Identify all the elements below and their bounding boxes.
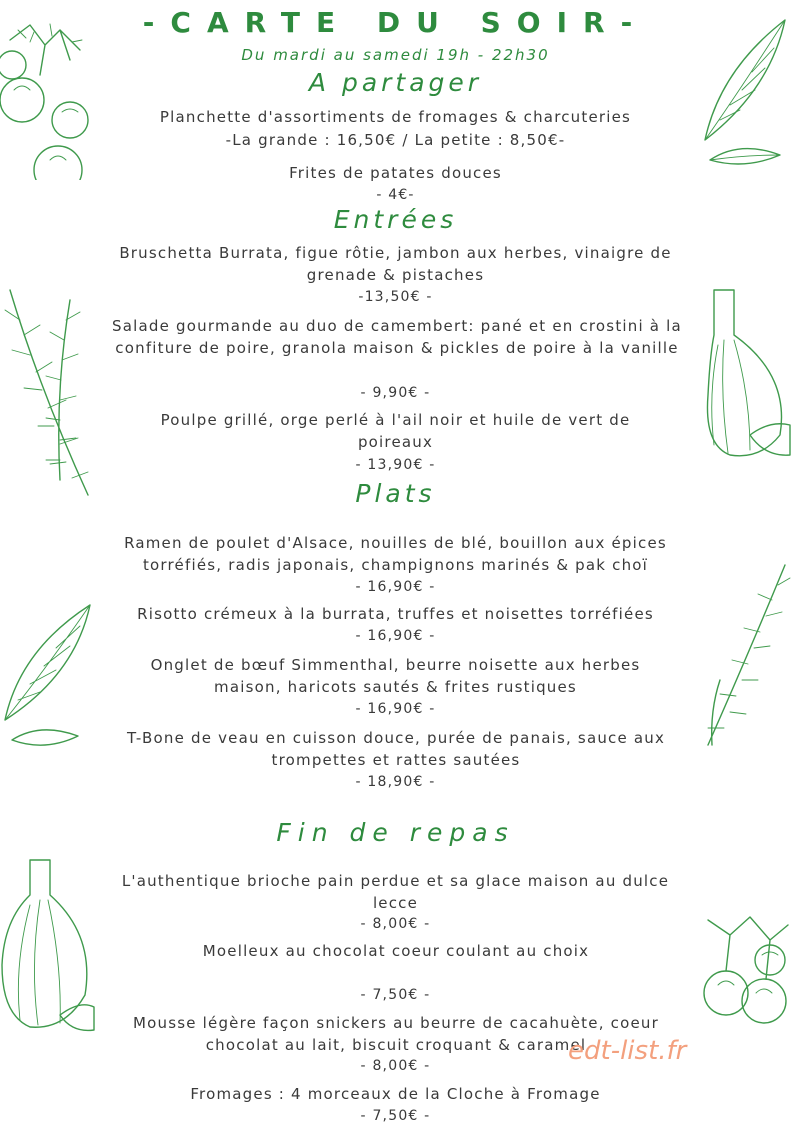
- menu-item-name: Poulpe grillé, orge perlé à l'ail noir et huile de vert de poireaux: [160, 411, 631, 451]
- menu-item-name: Planchette d'assortiments de fromages & charcuteries: [159, 108, 632, 126]
- garlic-icon: [700, 285, 791, 465]
- menu-item-price: - 7,50€ -: [360, 1108, 431, 1124]
- menu-item-price: - 13,90€ -: [355, 457, 436, 473]
- section-title-a-partager: A partager: [308, 68, 483, 97]
- menu-item-price: - 7,50€ -: [360, 987, 431, 1003]
- menu-item-price: - 16,90€ -: [355, 628, 436, 644]
- section-title-fin-de-repas: Fin de repas: [276, 818, 515, 847]
- garlic-icon: [0, 855, 95, 1035]
- leaf-icon: [700, 10, 791, 170]
- menu-item-price: -13,50€ -: [358, 289, 433, 305]
- menu-item-price: - 8,00€ -: [360, 916, 431, 932]
- menu-item-price: - 18,90€ -: [355, 774, 436, 790]
- menu-item-name: Ramen de poulet d'Alsace, nouilles de blé, bouillon aux épices torréfiés, radis japonais, champignons marinés & pak choï: [124, 534, 667, 574]
- opening-hours: Du mardi au samedi 19h - 22h30: [241, 46, 550, 64]
- menu-item-name: L'authentique brioche pain perdue et sa glace maison au dulce lecce: [121, 872, 670, 912]
- section-title-entrees: Entrées: [333, 205, 458, 234]
- section-title-plats: Plats: [355, 479, 436, 508]
- menu-item-name: Salade gourmande au duo de camembert: pané et en crostini à la confiture de poire, granola maison & pickles de poire à la vanille: [112, 317, 682, 357]
- menu-item-name: Bruschetta Burrata, figue rôtie, jambon aux herbes, vinaigre de grenade & pistaches: [119, 244, 672, 284]
- menu-title: -CARTE DU SOIR-: [142, 6, 649, 39]
- watermark: edt-list.fr: [568, 1036, 687, 1066]
- menu-item-name: Moelleux au chocolat coeur coulant au choix: [202, 942, 590, 960]
- menu-item-name: Frites de patates douces: [289, 164, 502, 182]
- menu-item-name: Risotto crémeux à la burrata, truffes et noisettes torréfiées: [137, 605, 654, 623]
- menu-item-price: - 16,90€ -: [355, 579, 436, 595]
- menu-item-name: T-Bone de veau en cuisson douce, purée de panais, sauce aux trompettes et rattes sautées: [126, 729, 666, 769]
- menu-item-price: -La grande : 16,50€ / La petite : 8,50€-: [225, 131, 566, 149]
- menu-item-price: - 9,90€ -: [360, 385, 431, 401]
- rosemary-icon: [700, 560, 791, 750]
- menu-item-name: Onglet de bœuf Simmenthal, beurre noisette aux herbes maison, haricots sautés & frites rustiques: [150, 656, 641, 696]
- rosemary-icon: [0, 280, 95, 500]
- menu-item-name: Fromages : 4 morceaux de la Cloche à Fromage: [190, 1085, 601, 1103]
- tomatoes-icon: [700, 905, 791, 1035]
- menu-item-name: Mousse légère façon snickers au beurre de cacahuète, coeur chocolat au lait, biscuit croquant & caramel: [133, 1014, 659, 1054]
- leaf-icon: [0, 600, 95, 750]
- menu-item-price: - 4€-: [376, 187, 415, 203]
- tomatoes-icon: [0, 20, 95, 180]
- menu-item-price: - 16,90€ -: [355, 701, 436, 717]
- menu-item-price: - 8,00€ -: [360, 1058, 431, 1074]
